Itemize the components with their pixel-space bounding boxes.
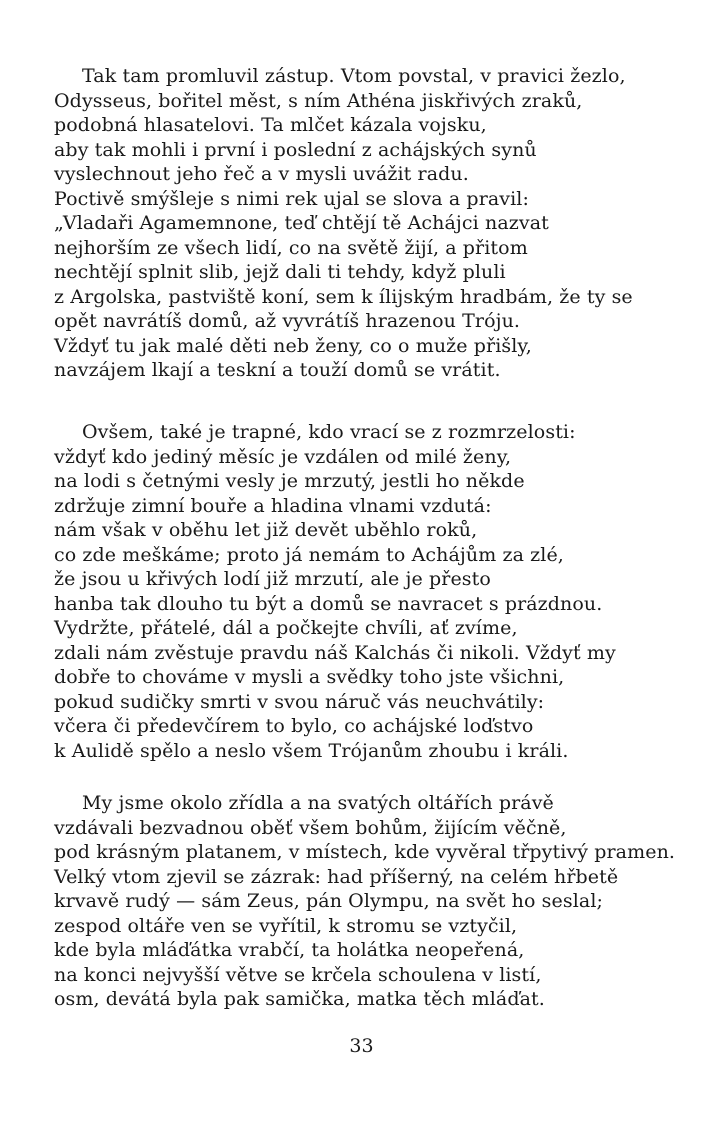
verse-line: pokud sudičky smrti v svou náruč vás neuchvátily: <box>54 690 545 713</box>
verse-line: k Aulidě spělo a neslo všem Trójanům zhoubu i králi. <box>54 739 569 762</box>
verse-line: hanba tak dlouho tu být a domů se navracet s prázdnou. <box>54 592 603 615</box>
verse-line: vyslechnout jeho řeč a v mysli uvážit radu. <box>54 163 469 185</box>
verse-line: že jsou u křivých lodí již mrzutí, ale je přesto <box>54 568 491 590</box>
verse-line: Vždyť tu jak malé děti neb ženy, co o muže přišly, <box>54 334 532 357</box>
verse-line: Tak tam promluvil zástup. Vtom povstal, v pravici žezlo, <box>82 65 626 87</box>
verse-line: My jsme okolo zřídla a na svatých oltářích právě <box>82 792 554 814</box>
verse-line: osm, devátá byla pak samička, matka těch mláďat. <box>54 988 545 1010</box>
verse-line: nejhorším ze všech lidí, co na světě žijí, a přitom <box>54 236 528 259</box>
verse-line: co zde meškáme; proto já nemám to Achájům za zlé, <box>54 543 564 566</box>
verse-line: kde byla mláďátka vrabčí, ta holátka neopeřená, <box>54 939 525 961</box>
verse-line: z Argolska, pastviště koní, sem k ílijským hradbám, že ty se <box>54 285 633 308</box>
verse-line: aby tak mohli i první i poslední z achájských synů <box>54 138 537 161</box>
stanza <box>54 64 714 383</box>
verse-line: Velký vtom zjevil se zázrak: had příšerný, na celém hřbetě <box>54 865 619 888</box>
page-number: 33 <box>349 1035 374 1057</box>
verse-line: opět navrátíš domů, až vyvrátíš hrazenou Tróju. <box>54 310 521 332</box>
verse-line: zdržuje zimní bouře a hladina vlnami vzdutá: <box>54 494 492 517</box>
verse-line: podobná hlasatelovi. Ta mlčet kázala vojsku, <box>54 114 487 136</box>
verse-line: Poctivě smýšleje s nimi rek ujal se slova a pravil: <box>54 187 529 210</box>
verse-line: včera či předevčírem to bylo, co achájské loďstvo <box>54 715 534 737</box>
verse-line: dobře to chováme v mysli a svědky toho jste všichni, <box>54 666 565 688</box>
verse-line: na lodi s četnými vesly je mrzutý, jestli ho někde <box>54 470 525 492</box>
verse-line: nám však v oběhu let již devět uběhlo roků, <box>54 519 478 541</box>
verse-line: vždyť kdo jediný měsíc je vzdálen od milé ženy, <box>54 445 512 468</box>
verse-line: pod krásným platanem, v místech, kde vyvěral třpytivý pramen. <box>54 841 676 863</box>
stanza <box>54 791 714 1012</box>
verse-line: navzájem lkají a teskní a touží domů se vrátit. <box>54 359 501 381</box>
verse-line: vzdávali bezvadnou oběť všem bohům, žijícím věčně, <box>54 816 567 839</box>
verse-line: Ovšem, také je trapné, kdo vrací se z rozmrzelosti: <box>82 421 576 443</box>
verse-line: Vydržte, přátelé, dál a počkejte chvíli, ať zvíme, <box>54 617 518 639</box>
verse-line: zespod oltáře ven se vyřítil, k stromu se vztyčil, <box>54 914 518 937</box>
stanza <box>54 420 714 763</box>
verse-line: „Vladaři Agamemnone, teď chtějí tě Achájci nazvat <box>54 212 549 234</box>
verse-line: zdali nám zvěstuje pravdu náš Kalchás či nikoli. Vždyť my <box>54 641 616 664</box>
verse-line: Odysseus, bořitel měst, s ním Athéna jiskřivých zraků, <box>54 89 583 112</box>
verse-line: krvavě rudý — sám Zeus, pán Olympu, na svět ho seslal; <box>54 890 604 912</box>
verse-line: na konci nejvyšší větve se krčela schoulena v listí, <box>54 963 542 986</box>
verse-line: nechtějí splnit slib, jejž dali ti tehdy, když pluli <box>54 261 506 283</box>
